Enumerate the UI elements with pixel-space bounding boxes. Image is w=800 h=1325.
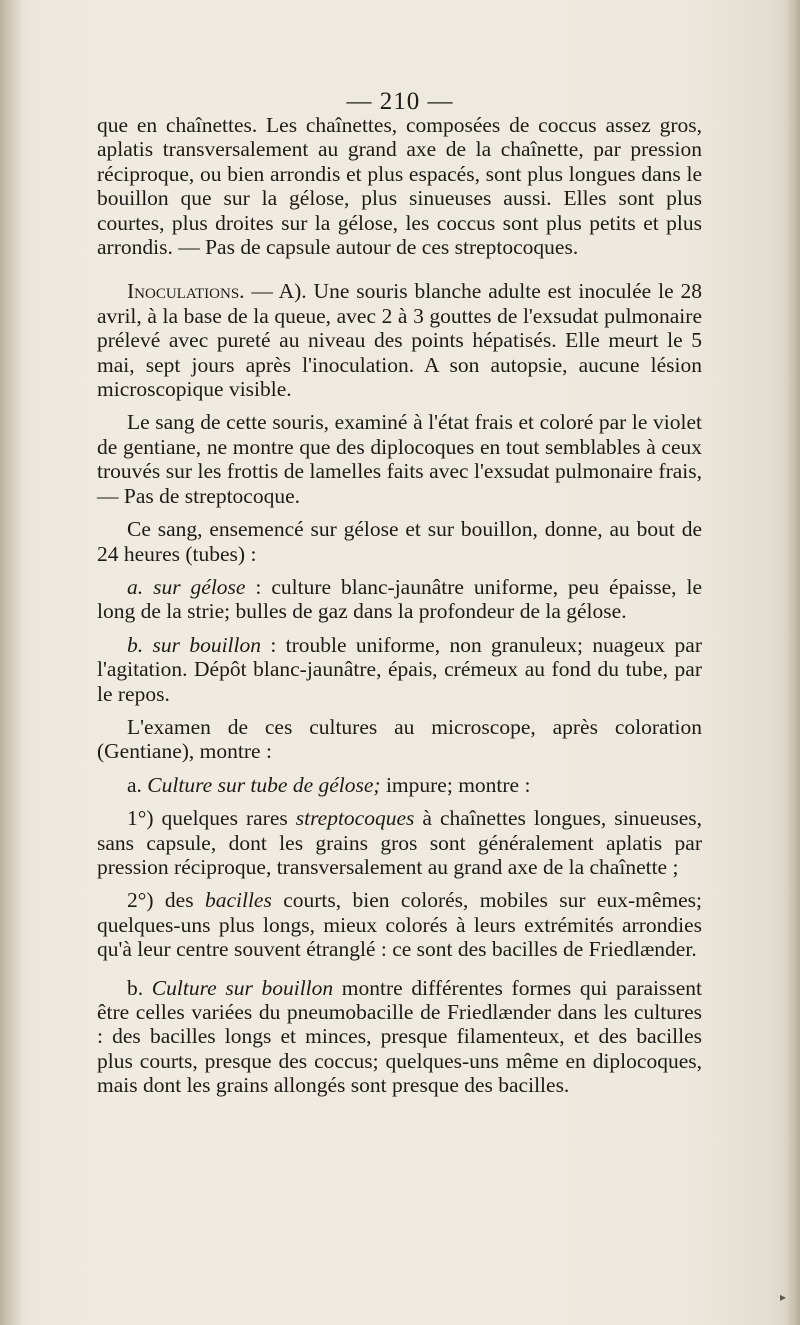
label-sur-gelose: a. sur gélose	[127, 574, 246, 599]
paragraph-sang-ensemence: Ce sang, ensemencé sur gélose et sur bouillon, donne, au bout de 24 heures (tubes) :	[97, 517, 702, 566]
paragraph-inoculations: Inoculations. — A). Une souris blanche adulte est inoculée le 28 avril, à la base de la queue, avec 2 à 3 gouttes de l'exsudat pulmonaire prélevé avec pureté au niveau des points hépatisés. Elle meurt le 5 mai, sept jours après l'inoculation. A son autopsie, aucune lésion microscopique visible.	[97, 279, 702, 402]
section-heading-inoculations: Inoculations.	[127, 279, 245, 304]
page-binding-shadow	[0, 0, 22, 1325]
paragraph-culture-tube-gelose: a. Culture sur tube de gélose; impure; montre :	[127, 772, 531, 797]
body-text	[97, 113, 702, 1098]
paragraph-sur-bouillon: b. sur bouillon : trouble uniforme, non granuleux; nuageux par l'agitation. Dépôt blanc-jaunâtre, épais, crémeux au fond du tube, par le repos.	[97, 632, 702, 706]
label-sur-bouillon: b. sur bouillon	[127, 632, 261, 657]
paragraph-sang-examine: Le sang de cette souris, examiné à l'état frais et coloré par le violet de gentiane, ne montre que des diplocoques en tout semblables à ceux trouvés sur les frottis de lamelles faits avec l'exsudat pulmonaire frais, — Pas de streptocoque.	[97, 410, 702, 508]
paragraph-examen-microscope: L'examen de ces cultures au microscope, après coloration (Gentiane), montre :	[97, 714, 702, 764]
paragraph-bacilles: 2°) des bacilles courts, bien colorés, mobiles sur eux-mêmes; quelques-uns plus longs, mieux colorés à leurs extrémités arrondies qu'à leur centre souvent étranglé : ce sont des bacilles de Friedlænder.	[97, 888, 702, 962]
label-bacilles: bacilles	[204, 888, 272, 913]
paragraph-culture-bouillon: b. Culture sur bouillon montre différentes formes qui paraissent être celles variées du pneumobacille de Friedlænder dans les cultures : des bacilles longs et minces, presque filamenteux, et des bacilles plus courts, presque des coccus; quelques-uns même en diplocoques, mais dont les grains allongés sont presque des bacilles.	[97, 975, 703, 1098]
margin-mark-icon: ▸	[780, 1290, 787, 1304]
label-culture-tube-gelose: Culture sur tube de gélose;	[147, 772, 381, 797]
label-culture-bouillon: Culture sur bouillon	[151, 975, 334, 1000]
page-edge-shadow	[786, 0, 800, 1325]
label-streptocoques: streptocoques	[295, 806, 415, 831]
paragraph-streptocoques: 1°) quelques rares streptocoques à chaînettes longues, sinueuses, sans capsule, dont les grains gros sont généralement aplatis par pression réciproque, transversalement au grand axe de la chaînette ;	[97, 806, 702, 879]
paragraph-chainettes: que en chaînettes. Les chaînettes, composées de coccus assez gros, aplatis transversalement au grand axe de la chaînette, par pression réciproque, ou bien arrondis et plus espacés, sont plus longues dans le bouillon que sur la gélose, plus sinueuses aussi. Elles sont plus courtes, plus droites sur la gélose, les coccus sont plus petits et plus arrondis. — Pas de capsule autour de ces streptocoques.	[97, 113, 702, 260]
page-number: — 210 —	[346, 88, 454, 115]
paragraph-sur-gelose: a. sur gélose : culture blanc-jaunâtre uniforme, peu épaisse, le long de la strie; bulles de gaz dans la profondeur de la gélose.	[97, 574, 702, 624]
